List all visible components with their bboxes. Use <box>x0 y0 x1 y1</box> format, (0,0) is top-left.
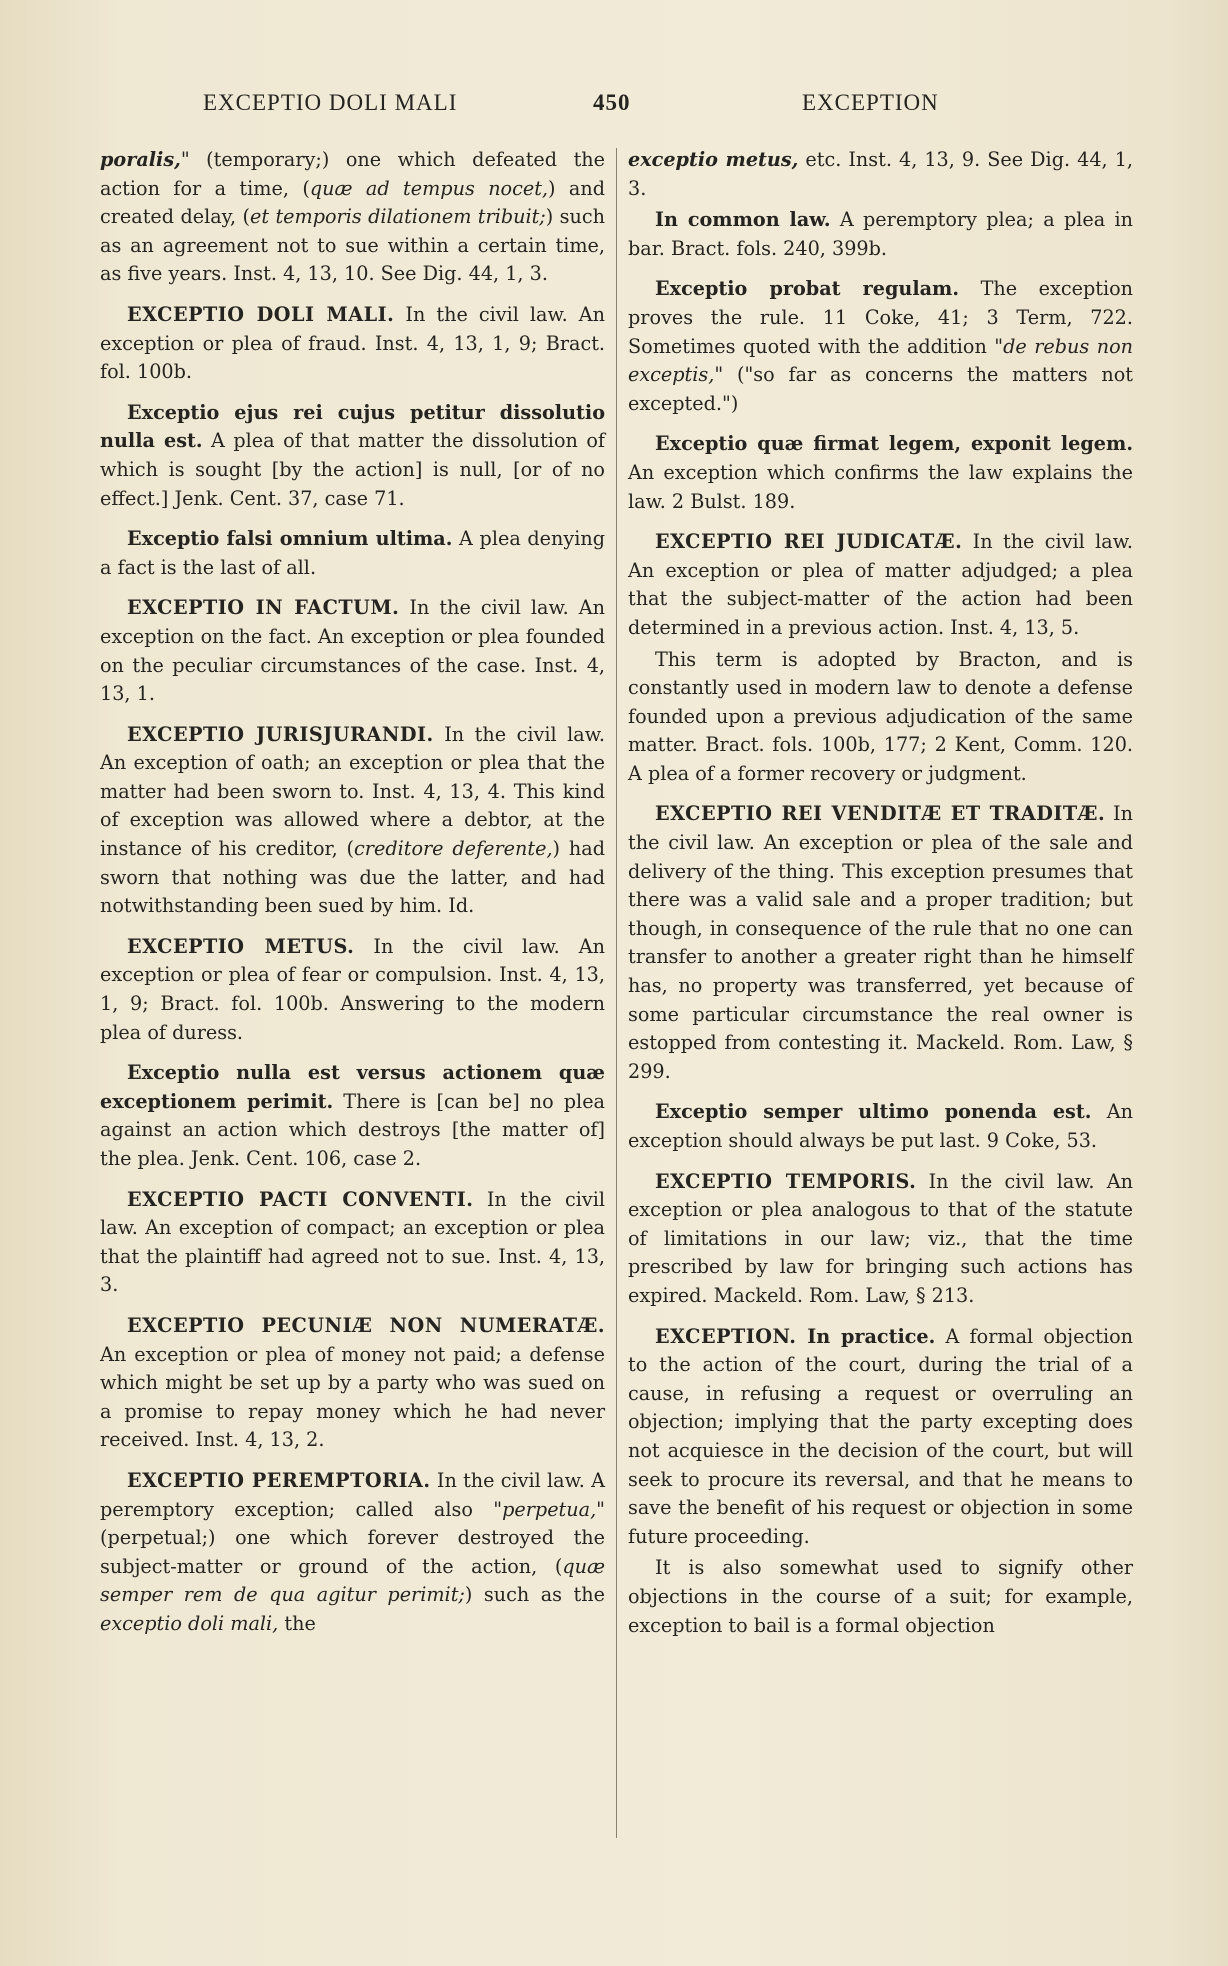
entry-text: It is also somewhat used to signify other objections in the course of a suit; for example, exception to bail is a formal objection <box>628 1556 1133 1637</box>
entry-text: " ("so far as concerns the matters not excepted.") <box>628 363 1133 415</box>
maxim-headword: Exceptio probat regulam. <box>655 277 960 301</box>
entry-headword: EXCEPTIO PECUNIÆ NON NUMERATÆ. <box>127 1313 605 1337</box>
entry-headword: EXCEPTIO IN FACTUM. <box>127 596 400 620</box>
entry-exceptio-peremptoria <box>100 1467 605 1639</box>
entry-text: An exception which confirms the law explains the law. 2 Bulst. 189. <box>628 460 1133 513</box>
entry-text: A peremptory plea; a plea in bar. Bract. fols. 240, 399b. <box>628 208 1133 260</box>
entry-text: In the civil law. An exception or plea of matter adjudged; a plea that the subject-matter of the action had been determined in a previous action. Inst. 4, 13, 5. <box>628 530 1133 639</box>
header-left-term: EXCEPTIO DOLI MALI <box>203 90 458 115</box>
entry-text: In the civil law. An exception or plea of fear or compulsion. Inst. 4, 13, 1, 9; Bract. fol. 100b. Answering to the modern plea of duress. <box>100 934 606 1044</box>
latin-phrase: et temporis dilationem tribuit; <box>249 205 546 229</box>
maxim-entry <box>100 1059 605 1173</box>
maxim-headword: Exceptio ejus rei cujus petitur dissolutio nulla est. <box>100 400 605 453</box>
entry-text: ) such as an agreement not to sue within a certain time, as five years. Inst. 4, 13, 10. See Dig. 44, 1, 3. <box>100 205 605 286</box>
latin-phrase: exceptio doli mali, <box>100 1611 279 1635</box>
maxim-headword: Exceptio semper ultimo ponenda est. <box>655 1100 1092 1124</box>
entry-exceptio-temporis <box>628 1168 1133 1311</box>
entry-text: etc. Inst. 4, 13, 9. See Dig. 44, 1, 3. <box>628 148 1133 200</box>
entry-text: " (temporary;) one which defeated the action for a time, ( <box>100 148 605 200</box>
entry-exceptio-jurisjurandi <box>100 721 605 921</box>
entry-text: In the civil law. An exception or plea of the sale and delivery of the thing. This exception presumes that there was a valid sale and a proper tradition; but though, in consequence of the rule that no one can transfer to another a greater right than he himself has, no property was transferred, yet because of some particular circumstance the real owner is estopped from contesting it. Mackeld. Rom. Law, § 299. <box>628 802 1133 1083</box>
running-header <box>100 90 1130 130</box>
entry-headword: EXCEPTIO METUS. <box>127 934 355 958</box>
latin-phrase: creditore deferente, <box>354 837 553 861</box>
entry-headword: EXCEPTIO DOLI MALI. <box>127 302 395 326</box>
subentry-lead: In common law. <box>655 208 831 232</box>
entry-text: In the civil law. An exception or plea of fraud. Inst. 4, 13, 1, 9; Bract. fol. 100b. <box>100 302 606 384</box>
entry-continuation <box>100 146 605 289</box>
maxim-headword: Exceptio quæ firmat legem, exponit legem. <box>655 432 1133 456</box>
entry-headword: EXCEPTIO PACTI CONVENTI. <box>127 1187 474 1211</box>
maxim-entry <box>100 399 605 513</box>
maxim-headword: Exceptio falsi omnium ultima. <box>127 527 453 551</box>
entry-text: ) such as the <box>464 1583 605 1607</box>
entry-text: An exception should always be put last. 9 Coke, 53. <box>628 1100 1133 1152</box>
entry-exceptio-doli-mali <box>100 301 605 387</box>
page-number: 450 <box>593 90 631 115</box>
entry-text: ) had sworn that nothing was due the latter, and had notwithstanding been sued by him. Id. <box>100 837 605 918</box>
entry-exceptio-in-factum <box>100 594 605 708</box>
entry-text: In the civil law. A peremptory exception; called also " <box>100 1468 605 1521</box>
entry-text: the <box>278 1611 316 1635</box>
entry-headword: EXCEPTION. <box>655 1324 797 1348</box>
entry-text: An exception or plea of money not paid; a defense which might be set up by a party who was sued on a promise to repay money which he had never received. Inst. 4, 13, 2. <box>100 1342 605 1452</box>
entry-text: In the civil law. An exception on the fact. An exception or plea founded on the peculiar circumstances of the case. Inst. 4, 13, 1. <box>100 596 605 706</box>
left-column <box>100 146 605 1651</box>
subentry-common-law <box>628 206 1133 263</box>
right-column <box>628 146 1133 1652</box>
entry-exceptio-rei-judicatae <box>628 528 1133 642</box>
entry-continuation <box>628 146 1133 203</box>
entry-text: This term is adopted by Bracton, and is constantly used in modern law to denote a defense founded upon a previous adjudication of the same matter. Bract. fols. 100b, 177; 2 Kent, Comm. 120. A plea of a former recovery or judgment. <box>628 647 1133 785</box>
latin-phrase: quæ semper rem de qua agitur perimit; <box>100 1554 605 1607</box>
entry-exceptio-pacti-conventi <box>100 1186 605 1300</box>
entry-text: ) and created delay, ( <box>100 176 606 229</box>
entry-text: The exception proves the rule. 11 Coke, 41; 3 Term, 722. Sometimes quoted with the addition " <box>628 277 1134 358</box>
entry-text: A formal objection to the action of the court, during the trial of a cause, in refusing a request or overruling an objection; implying that the party excepting does not acquiesce in the decision of the court, but will seek to procure its reversal, and that he means to save the benefit of his request or objection in some future proceeding. <box>628 1324 1133 1548</box>
entry-text: In the civil law. An exception of compact; an exception or plea that the plaintiff had agreed not to sue. Inst. 4, 13, 3. <box>100 1187 605 1297</box>
latin-phrase: perpetua, <box>502 1497 597 1521</box>
entry-exceptio-metus <box>100 933 605 1047</box>
latin-phrase: exceptio metus, <box>628 148 799 171</box>
entry-text: There is [can be] no plea against an action which destroys [the matter of] the plea. Jenk. Cent. 106, case 2. <box>100 1089 605 1170</box>
maxim-entry <box>100 525 605 582</box>
maxim-entry <box>628 1098 1133 1155</box>
entry-paragraph <box>628 1554 1133 1640</box>
column-divider <box>616 148 617 1838</box>
latin-term: poralis, <box>100 148 181 171</box>
entry-text: A plea denying a fact is the last of all. <box>100 527 605 579</box>
entry-headword: EXCEPTIO PEREMPTORIA. <box>127 1468 431 1492</box>
header-right-term: EXCEPTION <box>802 90 939 115</box>
entry-paragraph <box>628 646 1133 789</box>
entry-headword: EXCEPTIO REI VENDITÆ ET TRADITÆ. <box>655 802 1106 826</box>
entry-exceptio-rei-venditae <box>628 800 1133 1086</box>
subentry-lead: In practice. <box>796 1324 936 1348</box>
entry-text: In the civil law. An exception or plea analogous to that of the statute of limitations in our law; viz., that the time prescribed by law for bringing such actions has expired. Mackeld. Rom. Law, § 213. <box>628 1169 1133 1307</box>
entry-exceptio-pecuniae <box>100 1312 605 1455</box>
latin-phrase: de rebus non exceptis, <box>628 334 1133 387</box>
maxim-headword: Exceptio nulla est versus actionem quæ exceptionem perimit. <box>100 1061 605 1113</box>
entry-exception <box>628 1323 1133 1552</box>
entry-headword: EXCEPTIO JURISJURANDI. <box>127 722 434 746</box>
latin-phrase: quæ ad tempus nocet, <box>309 176 549 200</box>
entry-headword: EXCEPTIO REI JUDICATÆ. <box>655 530 963 554</box>
entry-text: " (perpetual;) one which forever destroyed the subject-matter or ground of the action, ( <box>100 1497 605 1578</box>
maxim-entry <box>628 430 1133 516</box>
entry-text: In the civil law. An exception of oath; an exception or plea that the matter had been sworn to. Inst. 4, 13, 4. This kind of exception was allowed where a debtor, at the instance of his creditor, ( <box>100 722 605 861</box>
page-edge-shadow <box>1168 0 1228 1966</box>
entry-text: A plea of that matter the dissolution of which is sought [by the action] is null, [or of no effect.] Jenk. Cent. 37, case 71. <box>100 429 605 510</box>
maxim-entry <box>628 275 1133 418</box>
entry-headword: EXCEPTIO TEMPORIS. <box>655 1169 917 1193</box>
